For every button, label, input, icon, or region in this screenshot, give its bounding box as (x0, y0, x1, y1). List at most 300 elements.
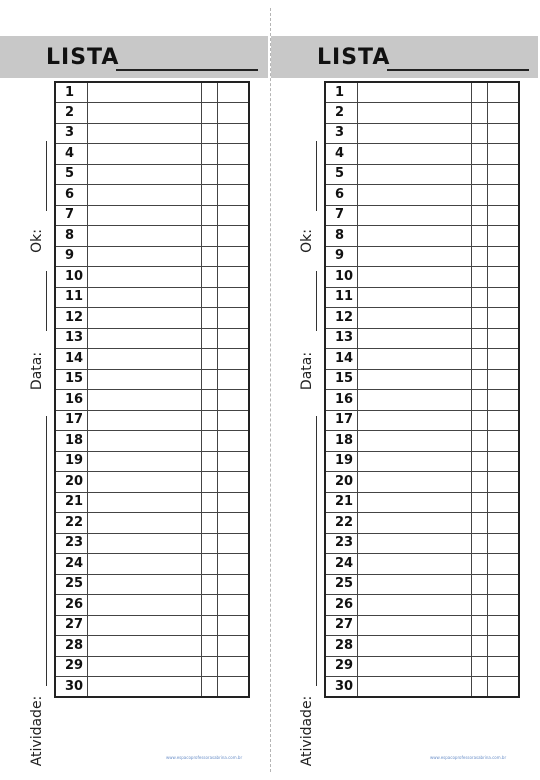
row-number: 14 (325, 349, 357, 370)
row-check-cell[interactable] (201, 164, 217, 185)
row-text-cell[interactable] (87, 431, 201, 452)
row-number: 26 (325, 595, 357, 616)
side-fields (296, 86, 318, 776)
row-text-cell[interactable] (357, 164, 471, 185)
row-number: 27 (55, 615, 87, 636)
row-number: 25 (55, 574, 87, 595)
row-note-cell[interactable] (487, 144, 519, 165)
row-number: 10 (325, 267, 357, 288)
row-text-cell[interactable] (87, 123, 201, 144)
row-check-cell[interactable] (471, 677, 487, 698)
row-text-cell[interactable] (357, 287, 471, 308)
list-row (325, 246, 519, 267)
row-text-cell[interactable] (87, 308, 201, 329)
row-note-cell[interactable] (487, 226, 519, 247)
row-check-cell[interactable] (471, 185, 487, 206)
row-text-cell[interactable] (87, 677, 201, 698)
list-row (325, 205, 519, 226)
list-row (325, 287, 519, 308)
row-number: 21 (325, 492, 357, 513)
date-blank-line (46, 416, 47, 686)
row-check-cell[interactable] (201, 328, 217, 349)
list-row (55, 144, 249, 165)
list-row (325, 574, 519, 595)
list-row (325, 82, 519, 103)
list-row (325, 226, 519, 247)
row-check-cell[interactable] (471, 205, 487, 226)
list-row (55, 533, 249, 554)
row-note-cell[interactable] (217, 636, 249, 657)
list-panel-left (0, 36, 270, 780)
row-text-cell[interactable] (357, 82, 471, 103)
row-text-cell[interactable] (87, 267, 201, 288)
row-check-cell[interactable] (201, 595, 217, 616)
row-note-cell[interactable] (487, 246, 519, 267)
row-note-cell[interactable] (217, 164, 249, 185)
row-check-cell[interactable] (471, 123, 487, 144)
row-note-cell[interactable] (217, 349, 249, 370)
row-text-cell[interactable] (87, 246, 201, 267)
row-check-cell[interactable] (471, 451, 487, 472)
row-text-cell[interactable] (357, 308, 471, 329)
row-text-cell[interactable] (357, 595, 471, 616)
row-check-cell[interactable] (201, 615, 217, 636)
row-note-cell[interactable] (487, 103, 519, 124)
row-check-cell[interactable] (201, 554, 217, 575)
row-note-cell[interactable] (217, 431, 249, 452)
row-text-cell[interactable] (357, 267, 471, 288)
row-check-cell[interactable] (471, 513, 487, 534)
row-text-cell[interactable] (357, 431, 471, 452)
row-check-cell[interactable] (201, 431, 217, 452)
row-number: 7 (325, 205, 357, 226)
row-note-cell[interactable] (217, 677, 249, 698)
row-check-cell[interactable] (201, 185, 217, 206)
row-number: 23 (55, 533, 87, 554)
row-number: 15 (325, 369, 357, 390)
list-row (325, 164, 519, 185)
list-row (55, 205, 249, 226)
list-panel-right (270, 36, 540, 780)
list-row (55, 246, 249, 267)
row-check-cell[interactable] (201, 472, 217, 493)
list-table (54, 81, 250, 698)
row-number: 20 (325, 472, 357, 493)
list-title: LISTA (317, 45, 391, 70)
row-check-cell[interactable] (471, 533, 487, 554)
row-text-cell[interactable] (87, 554, 201, 575)
list-row (55, 328, 249, 349)
row-number: 12 (55, 308, 87, 329)
row-note-cell[interactable] (217, 144, 249, 165)
row-number: 18 (55, 431, 87, 452)
row-check-cell[interactable] (201, 492, 217, 513)
row-text-cell[interactable] (87, 205, 201, 226)
row-note-cell[interactable] (217, 492, 249, 513)
row-check-cell[interactable] (471, 267, 487, 288)
row-text-cell[interactable] (357, 226, 471, 247)
row-text-cell[interactable] (357, 513, 471, 534)
row-note-cell[interactable] (487, 574, 519, 595)
row-note-cell[interactable] (487, 492, 519, 513)
row-number: 28 (325, 636, 357, 657)
row-note-cell[interactable] (487, 185, 519, 206)
row-number: 24 (325, 554, 357, 575)
row-number: 1 (325, 82, 357, 103)
row-note-cell[interactable] (487, 595, 519, 616)
row-number: 16 (55, 390, 87, 411)
list-row (325, 267, 519, 288)
row-text-cell[interactable] (87, 226, 201, 247)
row-note-cell[interactable] (487, 431, 519, 452)
row-text-cell[interactable] (87, 164, 201, 185)
row-number: 11 (55, 287, 87, 308)
list-row (55, 472, 249, 493)
row-check-cell[interactable] (471, 287, 487, 308)
row-note-cell[interactable] (487, 615, 519, 636)
list-row (55, 308, 249, 329)
row-number: 6 (55, 185, 87, 206)
row-note-cell[interactable] (217, 82, 249, 103)
list-row (325, 615, 519, 636)
row-number: 7 (55, 205, 87, 226)
row-check-cell[interactable] (471, 656, 487, 677)
list-row (55, 554, 249, 575)
row-note-cell[interactable] (487, 451, 519, 472)
row-text-cell[interactable] (87, 595, 201, 616)
row-number: 9 (325, 246, 357, 267)
row-note-cell[interactable] (487, 636, 519, 657)
row-text-cell[interactable] (357, 103, 471, 124)
row-note-cell[interactable] (487, 390, 519, 411)
row-number: 29 (325, 656, 357, 677)
row-note-cell[interactable] (217, 267, 249, 288)
row-text-cell[interactable] (87, 349, 201, 370)
list-row (55, 185, 249, 206)
row-note-cell[interactable] (487, 287, 519, 308)
list-row (55, 349, 249, 370)
row-number: 9 (55, 246, 87, 267)
row-number: 24 (55, 554, 87, 575)
list-row (325, 513, 519, 534)
row-text-cell[interactable] (357, 615, 471, 636)
row-check-cell[interactable] (201, 267, 217, 288)
list-row (325, 144, 519, 165)
row-check-cell[interactable] (471, 144, 487, 165)
list-row (55, 451, 249, 472)
row-check-cell[interactable] (201, 656, 217, 677)
row-note-cell[interactable] (217, 287, 249, 308)
list-row (325, 185, 519, 206)
ok-blank-line-lower (46, 271, 47, 331)
list-row (325, 308, 519, 329)
row-number: 3 (325, 123, 357, 144)
date-label: Data: (299, 351, 315, 391)
row-check-cell[interactable] (201, 103, 217, 124)
row-note-cell[interactable] (487, 369, 519, 390)
row-text-cell[interactable] (87, 410, 201, 431)
row-text-cell[interactable] (357, 185, 471, 206)
row-check-cell[interactable] (471, 103, 487, 124)
row-number: 22 (325, 513, 357, 534)
list-row (325, 595, 519, 616)
row-note-cell[interactable] (217, 205, 249, 226)
activity-label: Atividade: (299, 695, 315, 767)
row-check-cell[interactable] (471, 369, 487, 390)
row-check-cell[interactable] (471, 595, 487, 616)
row-note-cell[interactable] (217, 369, 249, 390)
row-note-cell[interactable] (217, 123, 249, 144)
row-number: 1 (55, 82, 87, 103)
list-row (325, 533, 519, 554)
list-row (55, 431, 249, 452)
row-check-cell[interactable] (471, 308, 487, 329)
list-row (325, 328, 519, 349)
row-text-cell[interactable] (87, 472, 201, 493)
row-text-cell[interactable] (357, 123, 471, 144)
row-text-cell[interactable] (357, 390, 471, 411)
row-text-cell[interactable] (87, 390, 201, 411)
row-note-cell[interactable] (217, 554, 249, 575)
row-number: 13 (325, 328, 357, 349)
list-row (55, 103, 249, 124)
row-check-cell[interactable] (201, 287, 217, 308)
list-row (325, 656, 519, 677)
row-check-cell[interactable] (471, 472, 487, 493)
row-check-cell[interactable] (201, 574, 217, 595)
list-table (324, 81, 520, 698)
list-row (55, 123, 249, 144)
row-check-cell[interactable] (471, 349, 487, 370)
row-text-cell[interactable] (87, 328, 201, 349)
row-note-cell[interactable] (487, 410, 519, 431)
list-row (55, 226, 249, 247)
row-note-cell[interactable] (487, 164, 519, 185)
row-text-cell[interactable] (357, 636, 471, 657)
row-note-cell[interactable] (217, 328, 249, 349)
row-text-cell[interactable] (357, 246, 471, 267)
row-text-cell[interactable] (87, 492, 201, 513)
ok-label: Ok: (29, 229, 45, 253)
list-row (55, 82, 249, 103)
row-number: 26 (55, 595, 87, 616)
side-fields (26, 86, 48, 776)
row-check-cell[interactable] (471, 410, 487, 431)
row-note-cell[interactable] (217, 390, 249, 411)
row-note-cell[interactable] (217, 656, 249, 677)
row-number: 18 (325, 431, 357, 452)
list-row (325, 123, 519, 144)
row-note-cell[interactable] (217, 226, 249, 247)
row-check-cell[interactable] (201, 123, 217, 144)
row-number: 19 (325, 451, 357, 472)
row-check-cell[interactable] (471, 554, 487, 575)
row-text-cell[interactable] (87, 82, 201, 103)
list-row (55, 574, 249, 595)
row-text-cell[interactable] (357, 410, 471, 431)
row-check-cell[interactable] (201, 513, 217, 534)
row-number: 22 (55, 513, 87, 534)
row-number: 17 (55, 410, 87, 431)
row-text-cell[interactable] (357, 574, 471, 595)
row-check-cell[interactable] (471, 615, 487, 636)
row-note-cell[interactable] (217, 533, 249, 554)
row-note-cell[interactable] (487, 349, 519, 370)
row-check-cell[interactable] (471, 390, 487, 411)
row-note-cell[interactable] (217, 513, 249, 534)
row-check-cell[interactable] (471, 82, 487, 103)
row-text-cell[interactable] (357, 205, 471, 226)
row-note-cell[interactable] (487, 677, 519, 698)
row-text-cell[interactable] (357, 349, 471, 370)
ok-blank-line (46, 141, 47, 211)
row-text-cell[interactable] (357, 533, 471, 554)
row-check-cell[interactable] (471, 328, 487, 349)
row-number: 4 (55, 144, 87, 165)
row-text-cell[interactable] (357, 144, 471, 165)
row-check-cell[interactable] (201, 369, 217, 390)
date-label: Data: (29, 351, 45, 391)
row-text-cell[interactable] (87, 103, 201, 124)
row-note-cell[interactable] (487, 267, 519, 288)
row-number: 15 (55, 369, 87, 390)
row-number: 5 (55, 164, 87, 185)
row-check-cell[interactable] (201, 390, 217, 411)
row-text-cell[interactable] (87, 144, 201, 165)
row-number: 19 (55, 451, 87, 472)
row-check-cell[interactable] (471, 492, 487, 513)
row-note-cell[interactable] (217, 574, 249, 595)
row-note-cell[interactable] (487, 82, 519, 103)
list-row (55, 369, 249, 390)
row-check-cell[interactable] (201, 308, 217, 329)
row-note-cell[interactable] (217, 246, 249, 267)
row-note-cell[interactable] (217, 185, 249, 206)
row-text-cell[interactable] (357, 451, 471, 472)
row-note-cell[interactable] (217, 410, 249, 431)
list-row (325, 472, 519, 493)
row-note-cell[interactable] (217, 103, 249, 124)
row-check-cell[interactable] (201, 144, 217, 165)
row-note-cell[interactable] (217, 451, 249, 472)
row-text-cell[interactable] (357, 492, 471, 513)
row-text-cell[interactable] (87, 533, 201, 554)
ok-label: Ok: (299, 229, 315, 253)
row-number: 25 (325, 574, 357, 595)
row-note-cell[interactable] (217, 308, 249, 329)
row-number: 27 (325, 615, 357, 636)
row-check-cell[interactable] (471, 636, 487, 657)
row-check-cell[interactable] (201, 636, 217, 657)
row-number: 28 (55, 636, 87, 657)
row-note-cell[interactable] (487, 513, 519, 534)
row-text-cell[interactable] (87, 287, 201, 308)
row-number: 14 (55, 349, 87, 370)
row-check-cell[interactable] (201, 451, 217, 472)
footer-url: www.espacoprofessorasabrina.com.br (430, 755, 507, 760)
ok-blank-line (316, 141, 317, 211)
row-check-cell[interactable] (201, 82, 217, 103)
row-note-cell[interactable] (487, 123, 519, 144)
list-row (325, 492, 519, 513)
list-header (0, 36, 268, 78)
row-check-cell[interactable] (471, 246, 487, 267)
row-note-cell[interactable] (487, 554, 519, 575)
row-text-cell[interactable] (357, 328, 471, 349)
title-blank-line (116, 69, 258, 71)
row-check-cell[interactable] (471, 431, 487, 452)
row-note-cell[interactable] (487, 308, 519, 329)
row-text-cell[interactable] (87, 636, 201, 657)
row-note-cell[interactable] (217, 615, 249, 636)
list-row (55, 164, 249, 185)
row-text-cell[interactable] (357, 677, 471, 698)
row-text-cell[interactable] (87, 615, 201, 636)
row-check-cell[interactable] (201, 226, 217, 247)
list-row (55, 390, 249, 411)
row-number: 13 (55, 328, 87, 349)
row-note-cell[interactable] (487, 205, 519, 226)
row-check-cell[interactable] (201, 410, 217, 431)
row-text-cell[interactable] (87, 185, 201, 206)
row-number: 29 (55, 656, 87, 677)
list-row (325, 369, 519, 390)
row-number: 3 (55, 123, 87, 144)
row-check-cell[interactable] (201, 677, 217, 698)
list-row (55, 267, 249, 288)
list-row (325, 390, 519, 411)
row-text-cell[interactable] (87, 574, 201, 595)
row-text-cell[interactable] (357, 554, 471, 575)
row-check-cell[interactable] (201, 349, 217, 370)
activity-label: Atividade: (29, 695, 45, 767)
list-row (55, 595, 249, 616)
row-number: 23 (325, 533, 357, 554)
row-note-cell[interactable] (487, 656, 519, 677)
row-text-cell[interactable] (357, 656, 471, 677)
list-row (325, 103, 519, 124)
row-number: 10 (55, 267, 87, 288)
row-number: 17 (325, 410, 357, 431)
row-text-cell[interactable] (87, 513, 201, 534)
row-check-cell[interactable] (201, 533, 217, 554)
list-header (271, 36, 538, 78)
row-text-cell[interactable] (87, 656, 201, 677)
row-check-cell[interactable] (471, 164, 487, 185)
row-check-cell[interactable] (201, 246, 217, 267)
list-row (55, 492, 249, 513)
row-note-cell[interactable] (217, 472, 249, 493)
date-blank-line (316, 416, 317, 686)
list-row (55, 615, 249, 636)
row-check-cell[interactable] (201, 205, 217, 226)
row-text-cell[interactable] (87, 451, 201, 472)
list-row (55, 636, 249, 657)
row-number: 8 (325, 226, 357, 247)
row-note-cell[interactable] (487, 533, 519, 554)
row-text-cell[interactable] (357, 472, 471, 493)
row-number: 20 (55, 472, 87, 493)
row-number: 2 (325, 103, 357, 124)
row-text-cell[interactable] (357, 369, 471, 390)
row-note-cell[interactable] (487, 328, 519, 349)
row-note-cell[interactable] (487, 472, 519, 493)
row-check-cell[interactable] (471, 226, 487, 247)
row-note-cell[interactable] (217, 595, 249, 616)
row-text-cell[interactable] (87, 369, 201, 390)
row-check-cell[interactable] (471, 574, 487, 595)
row-number: 11 (325, 287, 357, 308)
